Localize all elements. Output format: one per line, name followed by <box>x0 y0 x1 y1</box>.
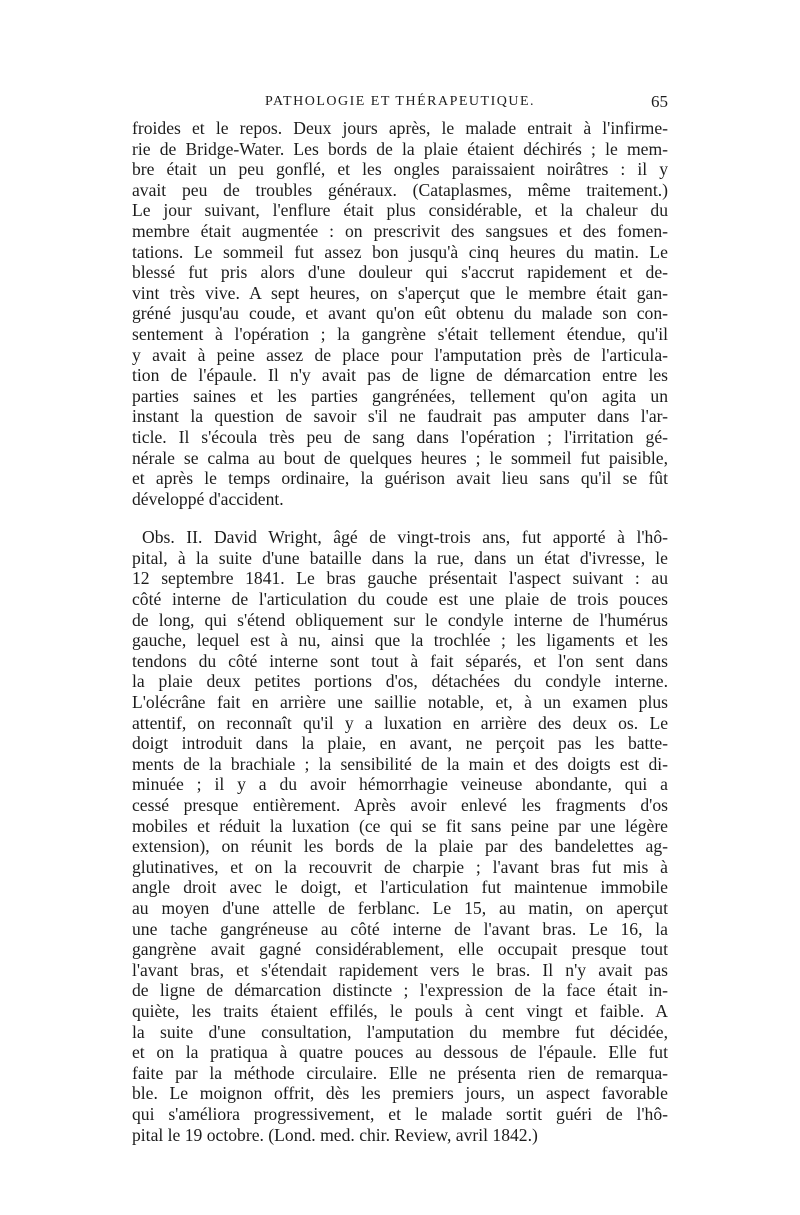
text-line: de long, qui s'étend obliquement sur le condyle interne de l'humérus <box>132 609 668 630</box>
text-line: et on la pratiqua à quatre pouces au dessous de l'épaule. Elle fut <box>132 1042 668 1063</box>
text-line: nérale se calma au bout de quelques heures ; le sommeil fut paisible, <box>132 447 668 468</box>
text-line: froides et le repos. Deux jours après, le malade entrait à l'infirme- <box>132 118 668 138</box>
page-number: 65 <box>651 92 668 111</box>
text-line: y avait à peine assez de place pour l'amputation près de l'articula- <box>132 344 668 365</box>
text-line: avait peu de troubles généraux. (Cataplasmes, même traitement.) <box>132 179 668 200</box>
text-line: rie de Bridge-Water. Les bords de la plaie étaient déchirés ; le mem- <box>132 138 668 159</box>
book-page <box>132 88 668 1145</box>
text-line: minuée ; il y a du avoir hémorrhagie veineuse abondante, qui a <box>132 774 668 795</box>
text-line: quiète, les traits étaient effilés, le pouls à cent vingt et faible. A <box>132 1000 668 1021</box>
header-title: PATHOLOGIE ET THÉRAPEUTIQUE. <box>264 94 535 109</box>
text-line: cessé presque entièrement. Après avoir enlevé les fragments d'os <box>132 795 668 815</box>
text-line: de ligne de démarcation distincte ; l'expression de la face était in- <box>132 980 668 1001</box>
text-line: pital le 19 octobre. (Lond. med. chir. Review, avril 1842.) <box>132 1124 538 1145</box>
text-line: la plaie deux petites portions d'os, détachées du condyle interne. <box>132 671 668 692</box>
text-line: côté interne de l'articulation du coude est une plaie de trois pouces <box>132 589 668 610</box>
text-line: parties saines et les parties gangrénées, tellement qu'on agita un <box>132 385 668 406</box>
text-line: l'avant bras, et s'étendait rapidement vers le bras. Il n'y avait pas <box>132 959 668 980</box>
text-line: ble. Le moignon offrit, dès les premiers jours, un aspect favorable <box>132 1083 668 1104</box>
text-line: gangrène avait gagné considérablement, elle occupait presque tout <box>132 939 668 960</box>
text-line: qui s'améliora progressivement, et le malade sortit guéri de l'hô- <box>132 1103 668 1124</box>
text-line: attentif, on reconnaît qu'il y a luxation en arrière des deux os. Le <box>132 712 668 733</box>
text-line: extension), on réunit les bords de la plaie par des bandelettes ag- <box>132 836 668 857</box>
text-line: faite par la méthode circulaire. Elle ne présenta rien de remarqua- <box>132 1062 668 1083</box>
paragraph-observation-two <box>132 527 668 1145</box>
text-line: membre était augmentée : on prescrivit des sangsues et des fomen- <box>132 220 668 241</box>
text-line: tations. Le sommeil fut assez bon jusqu'à cinq heures du matin. Le <box>132 241 668 262</box>
text-line: sentement à l'opération ; la gangrène s'était tellement étendue, qu'il <box>132 323 668 344</box>
paragraph-case-one-continued <box>132 118 668 509</box>
text-line: mobiles et réduit la luxation (ce qui se fit sans peine par une légère <box>132 815 668 836</box>
text-line: Le jour suivant, l'enflure était plus considérable, et la chaleur du <box>132 200 668 221</box>
text-line: Obs. II. David Wright, âgé de vingt-trois ans, fut apporté à l'hô- <box>142 527 668 548</box>
text-line: ments de la brachiale ; la sensibilité de la main et des doigts est di- <box>132 753 668 774</box>
text-line: au moyen d'une attelle de ferblanc. Le 15, au matin, on aperçut <box>132 897 668 918</box>
text-line: gréné jusqu'au coude, et avant qu'on eût obtenu du malade son con- <box>132 303 668 324</box>
running-header <box>132 88 668 118</box>
text-line: une tache gangréneuse au côté interne de l'avant bras. Le 16, la <box>132 918 668 939</box>
text-line: L'olécrâne fait en arrière une saillie notable, et, à un examen plus <box>132 692 668 713</box>
text-line: instant la question de savoir s'il ne faudrait pas amputer dans l'ar- <box>132 406 668 427</box>
text-line: bre était un peu gonflé, et les ongles paraissaient noirâtres : il y <box>132 159 668 180</box>
text-line: angle droit avec le doigt, et l'articulation fut maintenue immobile <box>132 877 668 898</box>
text-line: gauche, lequel est à nu, ainsi que la trochlée ; les ligaments et les <box>132 630 668 651</box>
text-line: blessé fut pris alors d'une douleur qui s'accrut rapidement et de- <box>132 262 668 283</box>
text-line: doigt introduit dans la plaie, en avant, ne perçoit pas les batte- <box>132 733 668 754</box>
text-line: vint très vive. A sept heures, on s'aperçut que le membre était gan- <box>132 282 668 303</box>
text-line: pital, à la suite d'une bataille dans la rue, dans un état d'ivresse, le <box>132 547 668 568</box>
text-line: ticle. Il s'écoula très peu de sang dans l'opération ; l'irritation gé- <box>132 426 668 447</box>
text-line: 12 septembre 1841. Le bras gauche présentait l'aspect suivant : au <box>132 568 668 589</box>
paragraph-gap <box>132 509 668 527</box>
text-line: tendons du côté interne sont tout à fait séparés, et l'on sent dans <box>132 650 668 671</box>
text-line: la suite d'une consultation, l'amputation du membre fut décidée, <box>132 1021 668 1042</box>
text-line: tion de l'épaule. Il n'y avait pas de ligne de démarcation entre les <box>132 365 668 386</box>
text-line: et après le temps ordinaire, la guérison avait lieu sans qu'il se fût <box>132 468 668 489</box>
text-line: glutinatives, et on la recouvrit de charpie ; l'avant bras fut mis à <box>132 856 668 877</box>
text-line: développé d'accident. <box>132 488 284 509</box>
